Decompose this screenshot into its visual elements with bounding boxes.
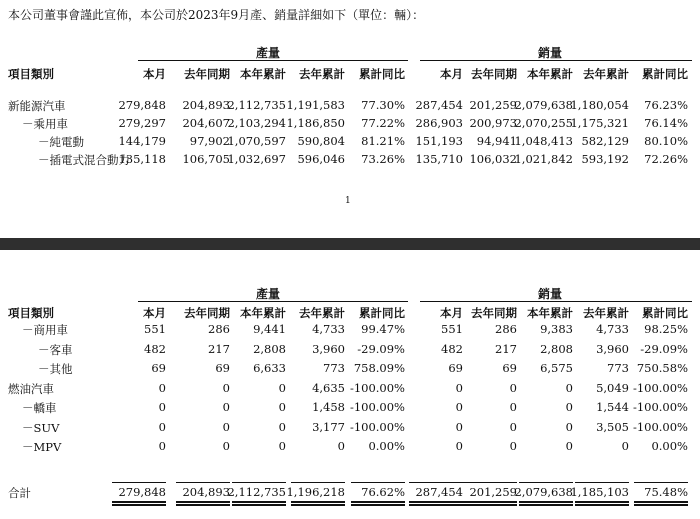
row-value-col-6: 69 [502, 361, 517, 375]
row-label: －其他 [38, 362, 73, 376]
total-top-rule [575, 482, 629, 483]
row-value-col-6: 94,941 [476, 134, 517, 148]
header-col-5: 本月 [440, 306, 463, 320]
row-value-col-4: 76.62% [361, 485, 405, 499]
row-value-col-7: 0 [565, 439, 573, 453]
row-value-col-4: -100.00% [349, 419, 405, 434]
row-value-col-9: 76.14% [644, 116, 688, 130]
production-group-header: 產量 [255, 46, 280, 60]
row-value-col-6: 217 [495, 341, 517, 356]
row-value-col-6: 0 [509, 400, 517, 414]
row-value-col-3: 0 [337, 439, 345, 453]
header-col-3: 去年累計 [299, 67, 345, 81]
document-page-2 [0, 250, 700, 519]
row-value-col-6: 200,973 [469, 116, 517, 130]
row-value-col-3: 1,196,218 [286, 485, 345, 499]
row-value-col-2: 0 [278, 419, 286, 434]
header-category: 項目類別 [8, 67, 54, 81]
row-value-col-0: 279,848 [118, 485, 166, 499]
row-label: －乘用車 [22, 117, 68, 131]
row-value-col-1: 0 [222, 439, 230, 453]
row-value-col-4: 758.09% [353, 361, 405, 375]
row-value-col-9: -100.00% [632, 380, 688, 395]
row-value-col-4: -29.09% [357, 341, 405, 356]
row-value-col-5: 0 [455, 419, 463, 434]
row-value-col-8: 0 [621, 439, 629, 453]
row-value-col-1: 0 [222, 400, 230, 414]
row-value-col-1: 204,893 [182, 98, 230, 112]
row-value-col-6: 0 [509, 439, 517, 453]
row-value-col-8: 582,129 [581, 134, 629, 148]
row-value-col-0: 135,118 [118, 152, 166, 166]
row-value-col-4: 77.22% [361, 116, 405, 130]
row-value-col-1: 106,705 [182, 152, 230, 166]
row-value-col-5: 0 [455, 400, 463, 414]
row-value-col-5: 0 [455, 380, 463, 395]
total-double-rule [409, 501, 463, 506]
row-label: －轎車 [22, 401, 57, 415]
row-value-col-0: 0 [158, 419, 166, 434]
production-group-rule [138, 60, 408, 61]
row-value-col-3: 596,046 [297, 152, 345, 166]
row-value-col-6: 106,032 [469, 152, 517, 166]
header-col-3: 去年累計 [299, 306, 345, 320]
row-value-col-4: 0.00% [368, 439, 405, 453]
header-col-4: 累計同比 [359, 306, 405, 320]
row-value-col-5: 151,193 [415, 134, 463, 148]
row-value-col-6: 286 [495, 322, 517, 336]
page-separator [0, 238, 700, 250]
header-col-6: 去年同期 [471, 306, 517, 320]
row-value-col-5: 0 [455, 439, 463, 453]
row-value-col-1: 217 [208, 341, 230, 356]
row-value-col-7: 9,383 [540, 322, 573, 336]
row-label: －SUV [22, 420, 60, 435]
row-value-col-2: 6,633 [253, 361, 286, 375]
row-value-col-5: 551 [441, 322, 463, 336]
row-value-col-7: 6,575 [540, 361, 573, 375]
row-value-col-3: 4,733 [312, 322, 345, 336]
row-value-col-9: 750.58% [636, 361, 688, 375]
row-value-col-8: 773 [607, 361, 629, 375]
row-value-col-5: 286,903 [415, 116, 463, 130]
row-value-col-6: 201,259 [469, 485, 517, 499]
row-value-col-1: 204,607 [182, 116, 230, 130]
row-value-col-2: 1,032,697 [227, 152, 286, 166]
row-value-col-1: 69 [215, 361, 230, 375]
total-top-rule [112, 482, 166, 483]
row-value-col-2: 9,441 [253, 322, 286, 336]
row-value-col-9: 0.00% [651, 439, 688, 453]
sales-group-header: 銷量 [537, 287, 562, 301]
header-col-1: 去年同期 [184, 67, 230, 81]
table-row [0, 400, 700, 416]
row-value-col-7: 0 [565, 400, 573, 414]
row-value-col-5: 287,454 [415, 485, 463, 499]
row-value-col-3: 1,458 [312, 400, 345, 414]
row-value-col-1: 97,902 [189, 134, 230, 148]
row-value-col-2: 0 [278, 400, 286, 414]
total-top-rule [463, 482, 517, 483]
row-value-col-1: 286 [208, 322, 230, 336]
row-value-col-2: 2,112,735 [227, 485, 286, 499]
row-value-col-8: 1,185,103 [570, 485, 629, 499]
total-double-rule [291, 501, 345, 506]
row-value-col-4: -100.00% [349, 380, 405, 395]
header-col-7: 本年累計 [527, 67, 573, 81]
row-label: －商用車 [22, 323, 68, 337]
header-col-8: 去年累計 [583, 67, 629, 81]
total-top-rule [351, 482, 405, 483]
row-value-col-9: -100.00% [632, 419, 688, 434]
header-col-4: 累計同比 [359, 67, 405, 81]
total-double-rule [351, 501, 405, 506]
row-value-col-3: 3,177 [312, 419, 345, 434]
header-col-0: 本月 [143, 306, 166, 320]
row-value-col-9: 75.48% [644, 485, 688, 499]
table-row [0, 381, 700, 397]
row-value-col-0: 69 [151, 361, 166, 375]
row-value-col-0: 551 [144, 322, 166, 336]
table-row [0, 420, 700, 436]
row-label: －客車 [38, 342, 73, 357]
intro-text: 本公司董事會謹此宣佈，本公司於2023年9月產、銷量詳細如下（單位：輛）： [8, 8, 425, 22]
production-group-header: 產量 [255, 287, 280, 301]
table-row [0, 152, 700, 168]
row-value-col-3: 1,191,583 [286, 98, 345, 112]
row-value-col-5: 135,710 [415, 152, 463, 166]
row-value-col-1: 0 [222, 419, 230, 434]
total-double-rule [232, 501, 286, 506]
row-label: －插電式混合動力 [38, 153, 130, 167]
table-row [0, 439, 700, 455]
row-value-col-0: 279,297 [118, 116, 166, 130]
total-top-rule [232, 482, 286, 483]
row-value-col-7: 2,808 [540, 341, 573, 356]
sales-group-rule [420, 60, 692, 61]
header-col-6: 去年同期 [471, 67, 517, 81]
header-col-7: 本年累計 [527, 306, 573, 320]
total-double-rule [519, 501, 573, 506]
row-value-col-9: 98.25% [644, 322, 688, 336]
row-value-col-5: 69 [448, 361, 463, 375]
row-value-col-8: 593,192 [581, 152, 629, 166]
total-top-rule [634, 482, 688, 483]
total-top-rule [409, 482, 463, 483]
row-value-col-3: 1,186,850 [286, 116, 345, 130]
row-value-col-0: 0 [158, 400, 166, 414]
row-label: －MPV [22, 440, 62, 454]
row-value-col-8: 3,960 [596, 341, 629, 356]
row-value-col-8: 1,180,054 [570, 98, 629, 112]
row-value-col-3: 4,635 [312, 380, 345, 395]
header-col-1: 去年同期 [184, 306, 230, 320]
total-row [0, 485, 700, 501]
table-row [0, 134, 700, 150]
row-value-col-1: 204,893 [182, 485, 230, 499]
row-value-col-4: 77.30% [361, 98, 405, 112]
row-label: 新能源汽車 [8, 99, 66, 113]
table-row [0, 98, 700, 114]
row-value-col-7: 2,070,255 [514, 116, 573, 130]
table-row [0, 342, 700, 358]
header-col-9: 累計同比 [642, 306, 688, 320]
row-value-col-7: 1,021,842 [514, 152, 573, 166]
table-row [0, 116, 700, 132]
document-page-1 [0, 0, 700, 238]
table-row [0, 361, 700, 377]
row-value-col-7: 0 [565, 419, 573, 434]
header-category: 項目類別 [8, 306, 54, 320]
table-row [0, 322, 700, 338]
sales-group-header: 銷量 [537, 46, 562, 60]
row-value-col-9: -29.09% [640, 341, 688, 356]
header-col-8: 去年累計 [583, 306, 629, 320]
row-value-col-2: 0 [278, 439, 286, 453]
row-value-col-9: 72.26% [644, 152, 688, 166]
total-top-rule [176, 482, 230, 483]
total-double-rule [634, 501, 688, 506]
row-value-col-4: 81.21% [361, 134, 405, 148]
row-value-col-9: -100.00% [632, 400, 688, 414]
header-col-2: 本年累計 [240, 67, 286, 81]
row-value-col-2: 1,070,597 [227, 134, 286, 148]
sales-group-rule [420, 301, 692, 302]
row-value-col-8: 1,175,321 [570, 116, 629, 130]
row-value-col-2: 2,808 [253, 341, 286, 356]
row-value-col-9: 80.10% [644, 134, 688, 148]
row-value-col-4: 73.26% [361, 152, 405, 166]
row-value-col-6: 201,259 [469, 98, 517, 112]
total-double-rule [575, 501, 629, 506]
row-value-col-6: 0 [509, 419, 517, 434]
row-value-col-3: 590,804 [297, 134, 345, 148]
page-number: 1 [345, 196, 351, 206]
header-col-5: 本月 [440, 67, 463, 81]
row-value-col-2: 0 [278, 380, 286, 395]
row-value-col-7: 0 [565, 380, 573, 395]
row-value-col-7: 2,079,638 [514, 98, 573, 112]
row-value-col-3: 773 [323, 361, 345, 375]
row-value-col-8: 3,505 [596, 419, 629, 434]
header-col-2: 本年累計 [240, 306, 286, 320]
row-value-col-0: 482 [144, 341, 166, 356]
row-value-col-8: 4,733 [596, 322, 629, 336]
total-double-rule [112, 501, 166, 506]
row-label: 合計 [8, 486, 31, 500]
row-label: 燃油汽車 [8, 381, 54, 396]
total-double-rule [176, 501, 230, 506]
total-top-rule [291, 482, 345, 483]
row-value-col-0: 0 [158, 439, 166, 453]
header-col-0: 本月 [143, 67, 166, 81]
row-value-col-6: 0 [509, 380, 517, 395]
row-value-col-0: 0 [158, 380, 166, 395]
row-value-col-0: 279,848 [118, 98, 166, 112]
row-value-col-7: 2,079,638 [514, 485, 573, 499]
row-value-col-9: 76.23% [644, 98, 688, 112]
total-double-rule [463, 501, 517, 506]
row-value-col-3: 3,960 [312, 341, 345, 356]
row-value-col-5: 482 [441, 341, 463, 356]
production-group-rule [138, 301, 408, 302]
row-value-col-1: 0 [222, 380, 230, 395]
row-value-col-4: 99.47% [361, 322, 405, 336]
header-col-9: 累計同比 [642, 67, 688, 81]
row-value-col-8: 5,049 [596, 380, 629, 395]
row-label: －純電動 [38, 135, 84, 149]
row-value-col-0: 144,179 [118, 134, 166, 148]
row-value-col-2: 2,112,735 [227, 98, 286, 112]
total-top-rule [519, 482, 573, 483]
row-value-col-2: 2,103,294 [227, 116, 286, 130]
row-value-col-7: 1,048,413 [514, 134, 573, 148]
row-value-col-8: 1,544 [596, 400, 629, 414]
row-value-col-4: -100.00% [349, 400, 405, 414]
row-value-col-5: 287,454 [415, 98, 463, 112]
